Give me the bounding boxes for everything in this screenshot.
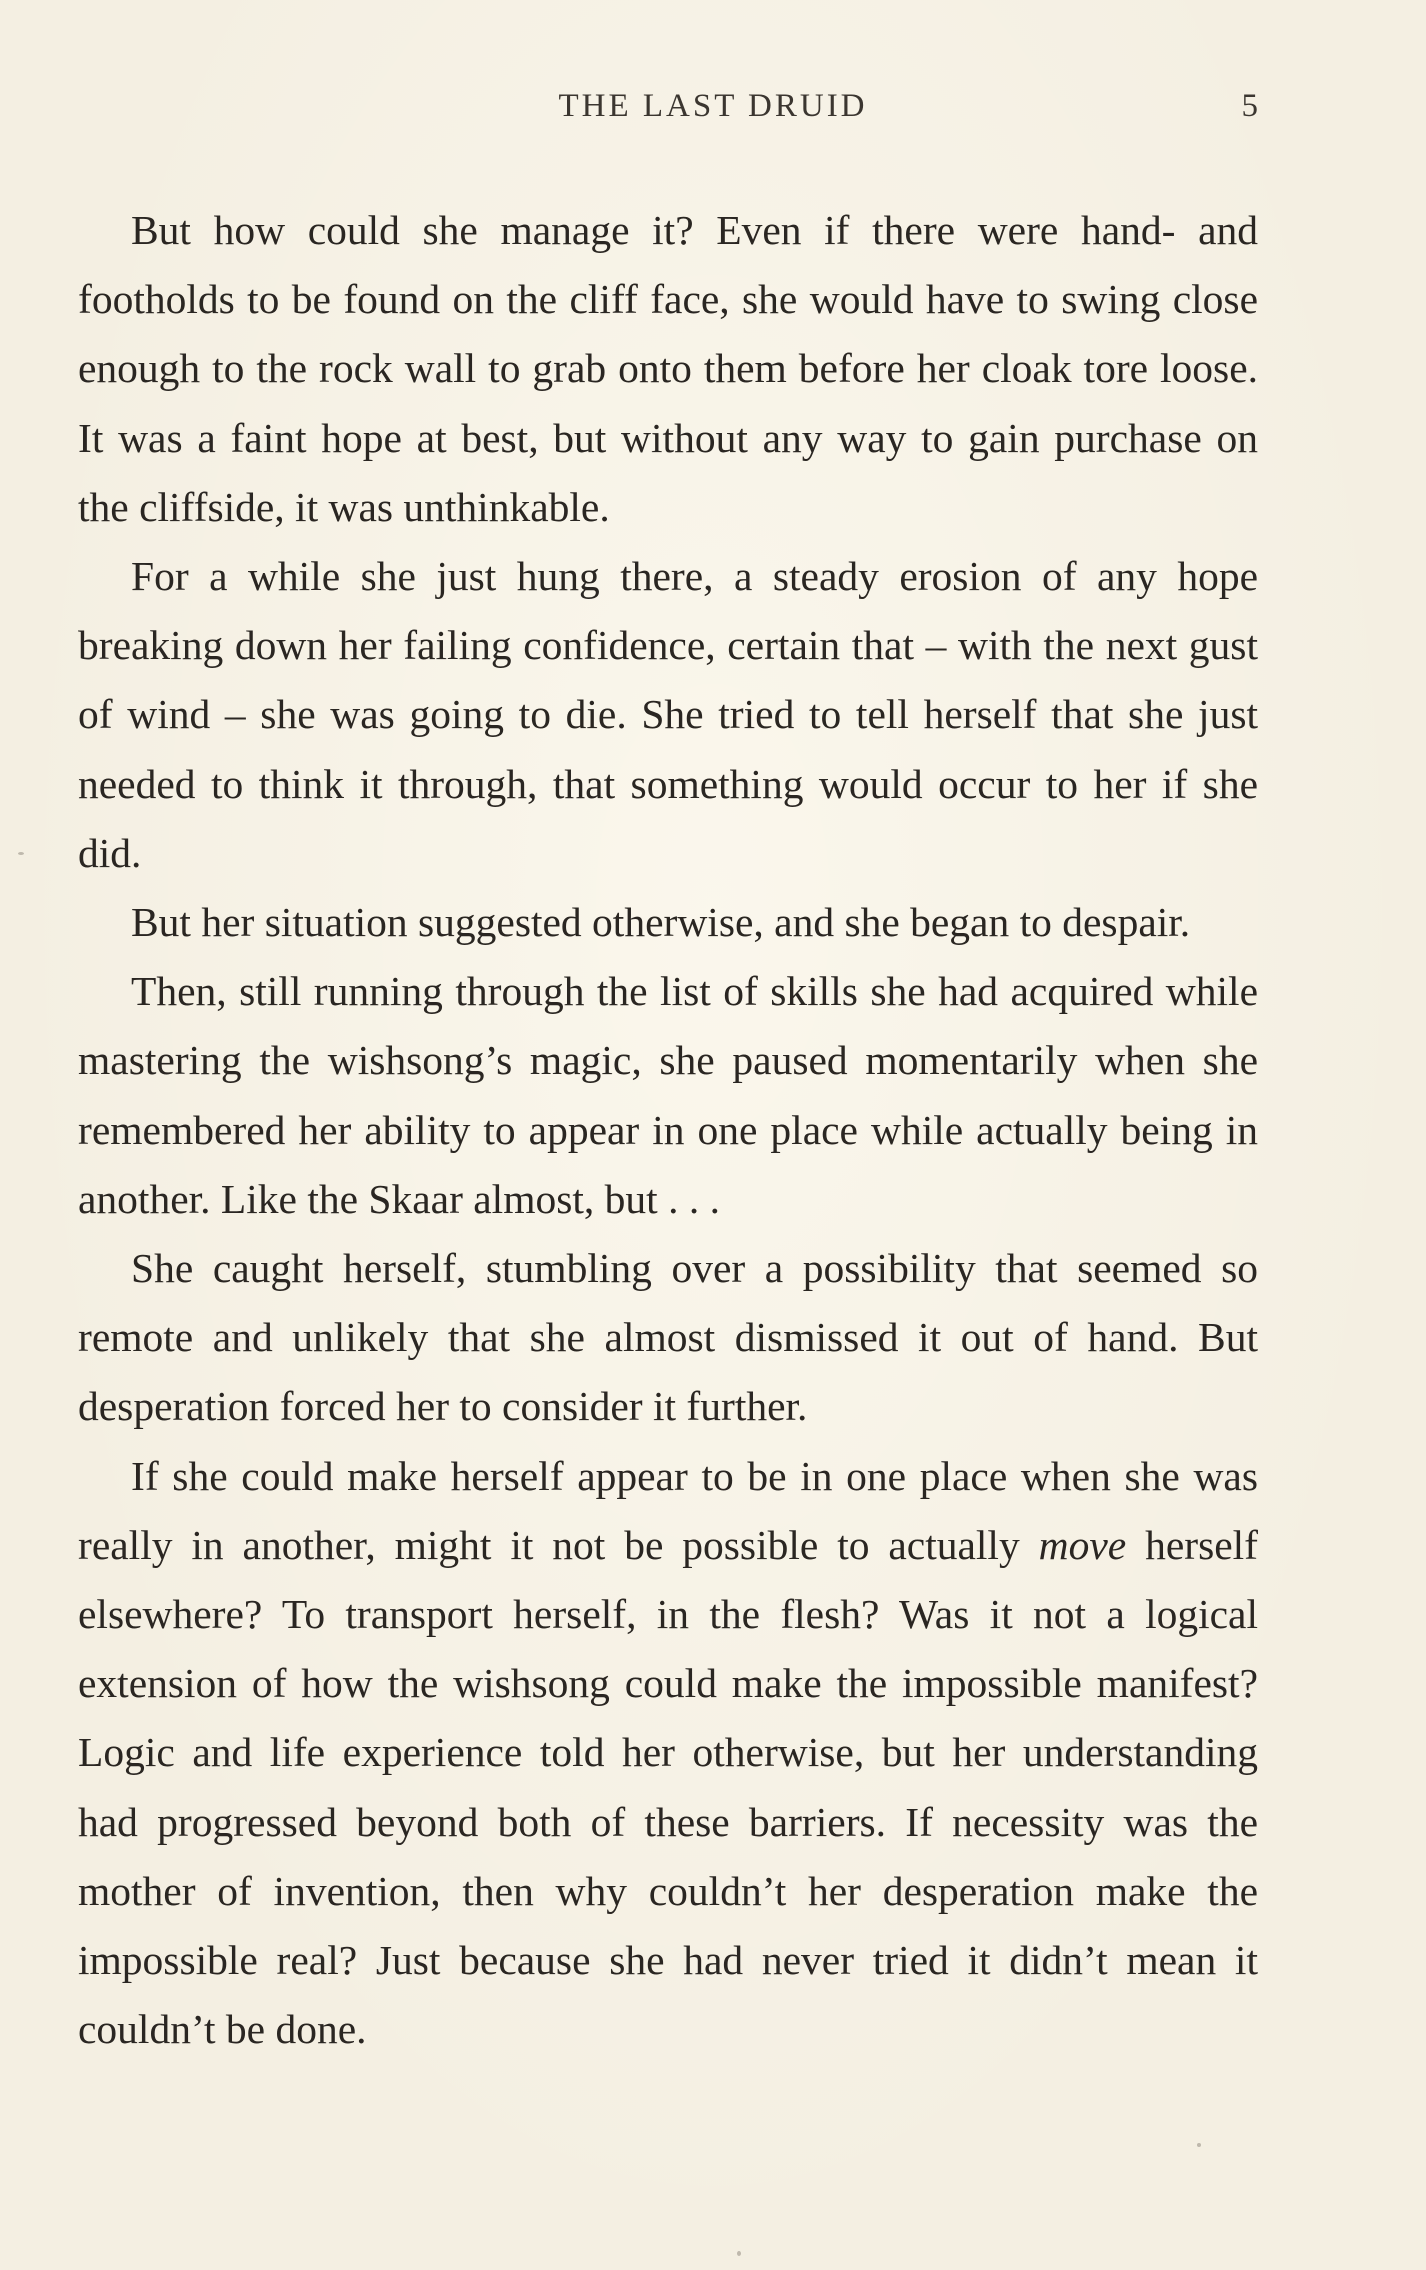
body-text	[78, 196, 1258, 2064]
paragraph-2: For a while she just hung there, a steady erosion of any hope breaking down her failing confidence, certain that – with the next gust of wind – she was going to die. She tried to tell herself that she just needed to think it through, that something would occur to her if she did.	[78, 553, 1258, 876]
paragraph-6-emphasis: move	[1038, 1521, 1127, 1568]
paragraph-3: But her situation suggested otherwise, and she began to despair.	[131, 899, 1191, 946]
paragraph-6	[78, 1442, 1258, 2065]
paragraph-1: But how could she manage it? Even if there were hand- and footholds to be found on the cliff face, she would have to swing close enough to the rock wall to grab onto them before her cloak tore loose. It was a faint hope at best, but without any way to gain purchase on the cliffside, it was unthinkable.	[78, 207, 1258, 530]
running-head	[0, 88, 1426, 128]
paragraph-4: Then, still running through the list of skills she had acquired while mastering the wishsong’s magic, she paused momentarily when she remembered her ability to appear in one place while actually being in another. Like the Skaar almost, but . . .	[78, 968, 1258, 1222]
paragraph-6-end: herself elsewhere? To transport herself, in the flesh? Was it not a logical extension of how the wishsong could make the impossible manifest? Logic and life experience told her otherwise, but her understanding had progressed beyond both of these barriers. If necessity was the mother of invention, then why couldn’t her desperation make the impossible real? Just because she had never tried it didn’t mean it couldn’t be done.	[78, 1521, 1258, 2053]
lower-speck	[1197, 2143, 1201, 2147]
page-number: 5	[1241, 88, 1258, 124]
paragraph-5: She caught herself, stumbling over a possibility that seemed so remote and unlikely that she almost dismissed it out of hand. But desperation forced her to consider it further.	[78, 1245, 1258, 1430]
running-title: THE LAST DRUID	[558, 88, 868, 124]
margin-speck	[18, 852, 24, 855]
bottom-speck	[737, 2251, 741, 2256]
paragraph-6-start: If she could make herself appear to be in one place when she was really in another, might it not be possible to actually	[78, 1452, 1258, 1568]
